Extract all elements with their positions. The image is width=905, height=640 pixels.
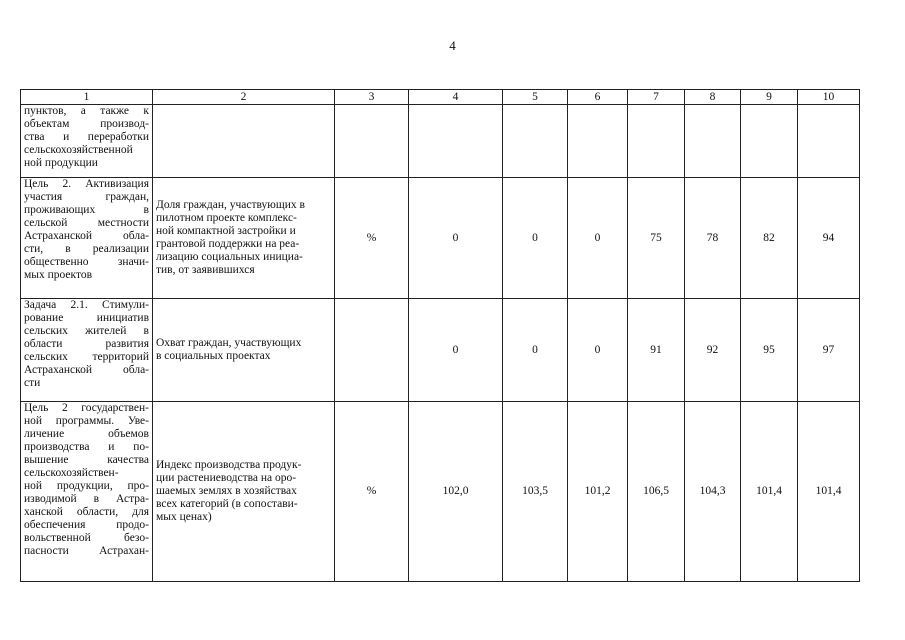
text-line: вышение качества xyxy=(24,454,149,466)
header-cell: 4 xyxy=(409,90,503,105)
task-cell xyxy=(21,299,153,402)
value-cell: 102,0 xyxy=(409,402,503,582)
header-cell: 1 xyxy=(21,90,153,105)
text-line: сельскохозяйственной xyxy=(24,144,133,156)
value-cell: 92 xyxy=(685,299,741,402)
text-line: сельскохозяйствен- xyxy=(24,467,119,479)
text-line: Задача 2.1. Стимули- xyxy=(24,299,149,311)
text-line: пасности Астрахан- xyxy=(24,545,149,557)
value-cell: 101,4 xyxy=(798,402,860,582)
text-line: производства и по- xyxy=(24,441,149,453)
value-cell xyxy=(798,105,860,178)
value-cell: 82 xyxy=(741,178,798,299)
text-line: ханской области, для xyxy=(24,506,149,518)
text-line: ной программы. Уве- xyxy=(24,415,149,427)
value-cell: 0 xyxy=(568,299,628,402)
value-cell: 0 xyxy=(409,299,503,402)
text-line: Астраханской обла- xyxy=(24,230,149,242)
text-line: грантовой поддержки на реа- xyxy=(156,238,300,250)
text-line: пунктов, а также к xyxy=(24,105,149,117)
value-cell: 0 xyxy=(503,299,568,402)
text-line: Индекс производства продук- xyxy=(156,459,302,471)
header-cell: 10 xyxy=(798,90,860,105)
text-line: шаемых землях в хозяйствах xyxy=(156,485,297,497)
indicators-table xyxy=(20,89,860,582)
text-line: ной продукции, про- xyxy=(24,480,149,492)
table-row xyxy=(21,178,860,299)
text-line: изводимой в Астра- xyxy=(24,493,149,505)
text-line: личение объемов xyxy=(24,428,149,440)
value-cell: 91 xyxy=(628,299,685,402)
value-cell: 101,2 xyxy=(568,402,628,582)
table-row xyxy=(21,299,860,402)
text-line: ства и переработки xyxy=(24,131,149,143)
header-cell: 7 xyxy=(628,90,685,105)
goal-cell xyxy=(21,105,153,178)
header-cell: 9 xyxy=(741,90,798,105)
text-line: участия граждан, xyxy=(24,191,149,203)
text-line: сельской местности xyxy=(24,217,149,229)
text-line: обеспечения продо- xyxy=(24,519,149,531)
text-line: области развития xyxy=(24,338,149,350)
indicator-cell xyxy=(153,402,335,582)
text-line: мых ценах) xyxy=(156,511,212,523)
value-cell xyxy=(685,105,741,178)
text-line: Цель 2 государствен- xyxy=(24,402,149,414)
text-line: Охват граждан, участвующих xyxy=(156,337,302,349)
header-cell: 6 xyxy=(568,90,628,105)
table-row xyxy=(21,402,860,582)
text-line: в социальных проектах xyxy=(156,350,271,362)
value-cell: 101,4 xyxy=(741,402,798,582)
header-cell: 2 xyxy=(153,90,335,105)
text-line: сельских жителей в xyxy=(24,325,149,337)
text-line: ной продукции xyxy=(24,157,98,169)
page-number: 4 xyxy=(449,38,456,53)
value-cell: 97 xyxy=(798,299,860,402)
value-cell: 95 xyxy=(741,299,798,402)
value-cell xyxy=(503,105,568,178)
text-line: Цель 2. Активизация xyxy=(24,178,149,190)
unit-cell xyxy=(335,105,409,178)
header-row xyxy=(21,90,860,105)
text-line: мых проектов xyxy=(24,269,93,281)
value-cell: 104,3 xyxy=(685,402,741,582)
text-line: сти xyxy=(24,377,41,389)
value-cell: 0 xyxy=(568,178,628,299)
value-cell xyxy=(409,105,503,178)
text-line: объектам производ- xyxy=(24,118,149,130)
text-line: рование инициатив xyxy=(24,312,149,324)
value-cell: 94 xyxy=(798,178,860,299)
value-cell: 78 xyxy=(685,178,741,299)
text-line: пилотном проекте комплекс- xyxy=(156,212,297,224)
text-line: ной компактной застройки и xyxy=(156,225,296,237)
value-cell: 75 xyxy=(628,178,685,299)
goal-cell xyxy=(21,178,153,299)
text-line: лизацию социальных инициа- xyxy=(156,251,303,263)
text-line: тив, от заявившихся xyxy=(156,264,255,276)
table-row xyxy=(21,105,860,178)
value-cell: 0 xyxy=(409,178,503,299)
header-cell: 3 xyxy=(335,90,409,105)
unit-cell: % xyxy=(335,178,409,299)
text-line: общественно значи- xyxy=(24,256,149,268)
indicator-cell xyxy=(153,105,335,178)
indicator-cell xyxy=(153,299,335,402)
text-line: Астраханской обла- xyxy=(24,364,149,376)
header-cell: 5 xyxy=(503,90,568,105)
unit-cell xyxy=(335,299,409,402)
text-line: Доля граждан, участвующих в xyxy=(156,199,305,211)
unit-cell: % xyxy=(335,402,409,582)
value-cell: 106,5 xyxy=(628,402,685,582)
goal-cell xyxy=(21,402,153,582)
indicator-cell xyxy=(153,178,335,299)
value-cell xyxy=(568,105,628,178)
value-cell: 103,5 xyxy=(503,402,568,582)
text-line: всех категорий (в сопостави- xyxy=(156,498,298,510)
value-cell xyxy=(741,105,798,178)
text-line: ции растениеводства на оро- xyxy=(156,472,297,484)
text-line: сти, в реализации xyxy=(24,243,149,255)
text-line: сельских территорий xyxy=(24,351,149,363)
text-line: проживающих в xyxy=(24,204,149,216)
value-cell xyxy=(628,105,685,178)
header-cell: 8 xyxy=(685,90,741,105)
value-cell: 0 xyxy=(503,178,568,299)
text-line: вольственной безо- xyxy=(24,532,149,544)
